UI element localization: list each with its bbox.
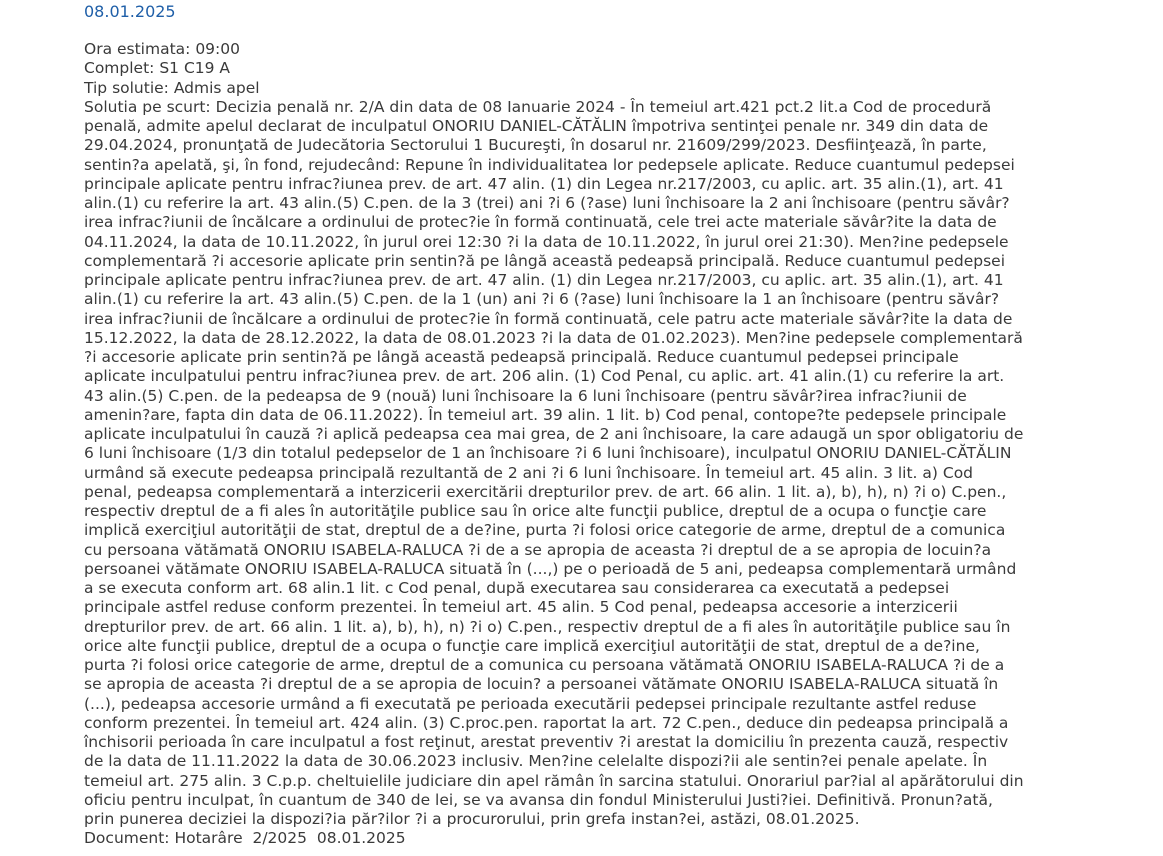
estimated-time: Ora estimata: 09:00 bbox=[84, 40, 240, 58]
hearing-date: 08.01.2025 bbox=[84, 2, 176, 21]
solution-type: Tip solutie: Admis apel bbox=[84, 78, 260, 97]
solution-summary: Solutia pe scurt: Decizia penală nr. 2/A din data de 08 Ianuarie 2024 - În temeiul art.421 pct.2 lit.a Cod de procedură penală, admite apelul declarat de inculpatul ONORIU DANIEL-CĂTĂLIN împotriva sentinţei penale nr. 349 din data de 29.04.2024, pronunţată de Judecătoria Sectorului 1 Bucureşti, în dosarul nr. 21609/299/2023. Desfiinţează, în parte, sentin?a apelată, şi, în fond, rejudecând: Repune în individualitatea lor pedepsele aplicate. Reduce cuantumul pedepsei principale aplicate pentru infrac?iunea prev. de art. 47 alin. (1) din Legea nr.217/2003, cu aplic. art. 35 alin.(1), art. 41 alin.(1) cu referire la art. 43 alin.(5) C.pen. de la 3 (trei) ani ?i 6 (?ase) luni închisoare la 2 ani închisoare (pentru săvâr?irea infrac?iunii de încălcare a ordinului de protec?ie în formă continuată, cele trei acte materiale săvâr?ite la data de 04.11.2024, la data de 10.11.2022, în jurul orei 12:30 ?i la data de 10.11.2022, în jurul orei 21:30). Men?ine pedepsele complementară ?i accesorie aplicate prin sentin?ă pe lângă această pedeapsă principală. Reduce cuantumul pedepsei principale aplicate pentru infrac?iunea prev. de art. 47 alin. (1) din Legea nr.217/2003, cu aplic. art. 35 alin.(1), art. 41 alin.(1) cu referire la art. 43 alin.(5) C.pen. de la 1 (un) ani ?i 6 (?ase) luni închisoare la 1 an închisoare (pentru săvâr?irea infrac?iunii de încălcare a ordinului de protec?ie în formă continuată, cele patru acte materiale săvâr?ite la data de 15.12.2022, la data de 28.12.2022, la data de 08.01.2023 ?i la data de 01.02.2023). Men?ine pedepsele complementară ?i accesorie aplicate prin sentin?ă pe lângă această pedeapsă principală. Reduce cuantumul pedepsei principale aplicate inculpatului pentru infrac?iunea prev. de art. 206 alin. (1) Cod Penal, cu aplic. art. 41 alin.(1) cu referire la art. 43 alin.(5) C.pen. de la pedeapsa de 9 (nouă) luni închisoare la 6 luni închisoare (pentru săvâr?irea infrac?iunii de amenin?are, fapta din data de 06.11.2022). În temeiul art. 39 alin. 1 lit. b) Cod penal, contope?te pedepsele principale aplicate inculpatului în cauză ?i aplică pedeapsa cea mai grea, de 2 ani închisoare, la care adaugă un spor obligatoriu de 6 luni închisoare (1/3 din totalul pedepselor de 1 an închisoare ?i 6 luni închisoare), inculpatul ONORIU DANIEL-CĂTĂLIN urmând să execute pedeapsa principală rezultantă de 2 ani ?i 6 luni închisoare. În temeiul art. 45 alin. 3 lit. a) Cod penal, pedeapsa complementară a interzicerii exercitării drepturilor prev. de art. 66 alin. 1 lit. a), b), h), n) ?i o) C.pen., respectiv dreptul de a fi ales în autorităţile publice sau în orice alte funcţii publice, dreptul de a ocupa o funcţie care implică exerciţiul autorităţii de stat, dreptul de a de?ine, purta ?i folosi orice categorie de arme, dreptul de a comunica cu persoana vătămată ONORIU ISABELA-RALUCA ?i de a se apropia de aceasta ?i dreptul de a se apropia de locuin?a persoanei vătămate ONORIU ISABELA-RALUCA situată în (...,) pe o perioadă de 5 ani, pedeapsa complementară urmând a se executa conform art. 68 alin.1 lit. c Cod penal, după executarea sau considerarea ca executată a pedepsei principale astfel reduse conform prezentei. În temeiul art. 45 alin. 5 Cod penal, pedeapsa accesorie a interzicerii drepturilor prev. de art. 66 alin. 1 lit. a), b), h), n) ?i o) C.pen., respectiv dreptul de a fi ales în autorităţile publice sau în orice alte funcţii publice, dreptul de a ocupa o funcţie care implică exerciţiul autorităţii de stat, dreptul de a de?ine, purta ?i folosi orice categorie de arme, dreptul de a comunica cu persoana vătămată ONORIU ISABELA-RALUCA ?i de a se apropia de aceasta ?i dreptul de a se apropia de locuin? a persoanei vătămate ONORIU ISABELA-RALUCA situată în (...), pedeapsa accesorie urmând a fi executată pe perioada executării pedepsei principale rezultante astfel reduse conform prezentei. În temeiul art. 424 alin. (3) C.proc.pen. raportat la art. 72 C.pen., deduce din pedeapsa principală a închisorii perioada în care inculpatul a fost reţinut, arestat preventiv ?i arestat la domiciliu în prezenta cauză, respectiv de la data de 11.11.2022 la data de 30.06.2023 inclusiv. Men?ine celelalte dispozi?ii ale sentin?ei penale apelate. În temeiul art. 275 alin. 3 C.p.p. cheltuielile judiciare din apel rămân în sarcina statului. Onorariul par?ial al apărătorului din oficiu pentru inculpat, în cuantum de 340 de lei, se va avansa din fondul Ministerului Justi?iei. Definitivă. Pronun?ată, prin punerea deciziei la dispozi?ia păr?ilor ?i a procurorului, prin grefa instan?ei, astăzi, 08.01.2025. bbox=[84, 97, 1024, 828]
hearing-details bbox=[84, 40, 1024, 849]
document-reference: Document: Hotarâre 2/2025 08.01.2025 bbox=[84, 829, 406, 848]
panel: Complet: S1 C19 A bbox=[84, 59, 231, 78]
